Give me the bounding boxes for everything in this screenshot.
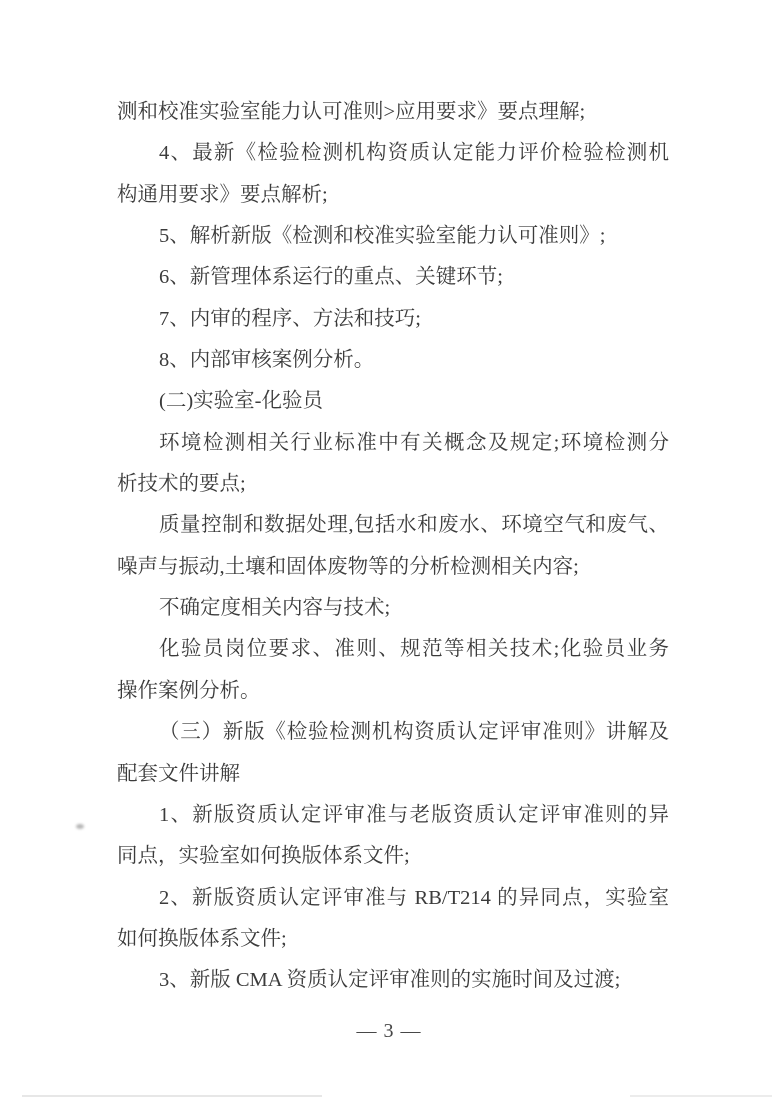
text-line: 2、新版资质认定评审准与 RB/T214 的异同点，实验室 [159, 886, 669, 909]
text-line: 测和校准实验室能力认可准则>应用要求》要点理解; [117, 101, 586, 123]
page-footer [0, 1018, 778, 1044]
text-line: 环境检测相关行业标准中有关概念及规定;环境检测分 [159, 431, 669, 454]
text-line: 构通用要求》要点解析; [117, 183, 328, 206]
text-line: 析技术的要点; [117, 473, 246, 496]
text-line: 质量控制和数据处理,包括水和废水、环境空气和废气、 [159, 514, 669, 537]
text-line: 4、最新《检验检测机构资质认定能力评价检验检测机 [159, 142, 669, 165]
page-number: — 3 — [356, 1020, 422, 1042]
scan-edge-artifact-left [22, 1095, 322, 1097]
text-line: 操作案例分析。 [117, 679, 261, 702]
text-line: 如何换版体系文件; [117, 927, 287, 950]
text-line: 噪声与振动,土壤和固体废物等的分析检测相关内容; [117, 555, 579, 578]
scan-smudge-artifact [76, 824, 84, 829]
text-line: 配套文件讲解 [117, 762, 240, 785]
text-line: 7、内审的程序、方法和技巧; [159, 307, 421, 330]
text-line: 化验员岗位要求、准则、规范等相关技术;化验员业务 [159, 638, 669, 661]
text-line: (二)实验室-化验员 [159, 390, 323, 413]
text-line: 1、新版资质认定评审准与老版资质认定评审准则的异 [159, 803, 669, 826]
text-line: 同点，实验室如何换版体系文件; [117, 845, 410, 868]
text-line: 3、新版 CMA 资质认定评审准则的实施时间及过渡; [159, 969, 621, 992]
text-line: 不确定度相关内容与技术; [159, 597, 391, 620]
text-line: （三）新版《检验检测机构资质认定评审准则》讲解及 [159, 721, 669, 744]
text-line: 6、新管理体系运行的重点、关键环节; [159, 266, 503, 289]
document-body [117, 92, 669, 1002]
text-line: 5、解析新版《检测和校准实验室能力认可准则》; [159, 225, 606, 248]
scan-edge-artifact-right [630, 1095, 772, 1097]
text-line: 8、内部审核案例分析。 [159, 349, 375, 372]
